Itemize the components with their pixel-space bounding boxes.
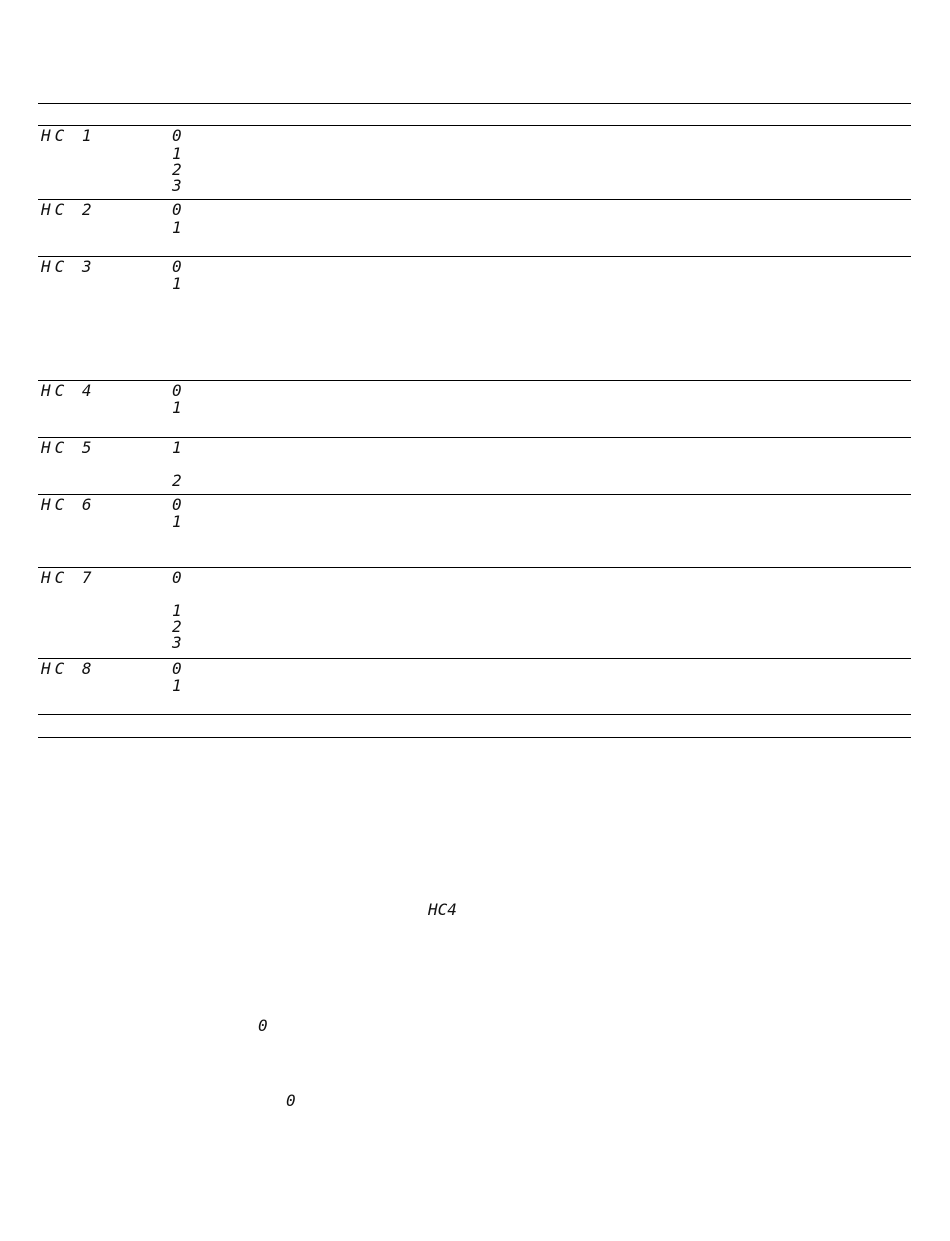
- parameter-code: HC 5: [41, 438, 96, 457]
- inline-parameter-code: HC4: [428, 900, 457, 919]
- parameter-value: 0: [172, 495, 182, 514]
- row-divider: [38, 658, 911, 659]
- parameter-value: 2: [172, 617, 182, 636]
- parameter-value: 1: [172, 274, 182, 293]
- inline-value: 0: [286, 1091, 296, 1110]
- parameter-value: 0: [172, 257, 182, 276]
- table-end-rule: [38, 737, 911, 738]
- parameter-value: 0: [172, 381, 182, 400]
- row-divider: [38, 494, 911, 495]
- parameter-code: HC 8: [41, 659, 96, 678]
- parameter-value: 0: [172, 568, 182, 587]
- parameter-value: 2: [172, 160, 182, 179]
- inline-value: 0: [258, 1016, 268, 1035]
- parameter-code: HC 1: [41, 126, 96, 145]
- parameter-value: 1: [172, 144, 182, 163]
- parameter-value: 3: [172, 633, 182, 652]
- parameter-code: HC 6: [41, 495, 96, 514]
- row-divider: [38, 437, 911, 438]
- table-header-rule: [38, 125, 911, 126]
- parameter-value: 1: [172, 512, 182, 531]
- parameter-code: HC 3: [41, 257, 96, 276]
- row-divider: [38, 199, 911, 200]
- table-top-rule: [38, 103, 911, 104]
- row-divider: [38, 380, 911, 381]
- parameter-value: 3: [172, 176, 182, 195]
- table-bottom-rule: [38, 714, 911, 715]
- parameter-value: 1: [172, 676, 182, 695]
- row-divider: [38, 256, 911, 257]
- parameter-code: HC 2: [41, 200, 96, 219]
- parameter-value: 1: [172, 438, 182, 457]
- parameter-code: HC 7: [41, 568, 96, 587]
- parameter-value: 0: [172, 200, 182, 219]
- parameter-value: 1: [172, 218, 182, 237]
- parameter-value: 1: [172, 398, 182, 417]
- parameter-value: 0: [172, 126, 182, 145]
- parameter-value: 1: [172, 601, 182, 620]
- parameter-value: 0: [172, 659, 182, 678]
- parameter-value: 2: [172, 471, 182, 490]
- row-divider: [38, 567, 911, 568]
- parameter-code: HC 4: [41, 381, 96, 400]
